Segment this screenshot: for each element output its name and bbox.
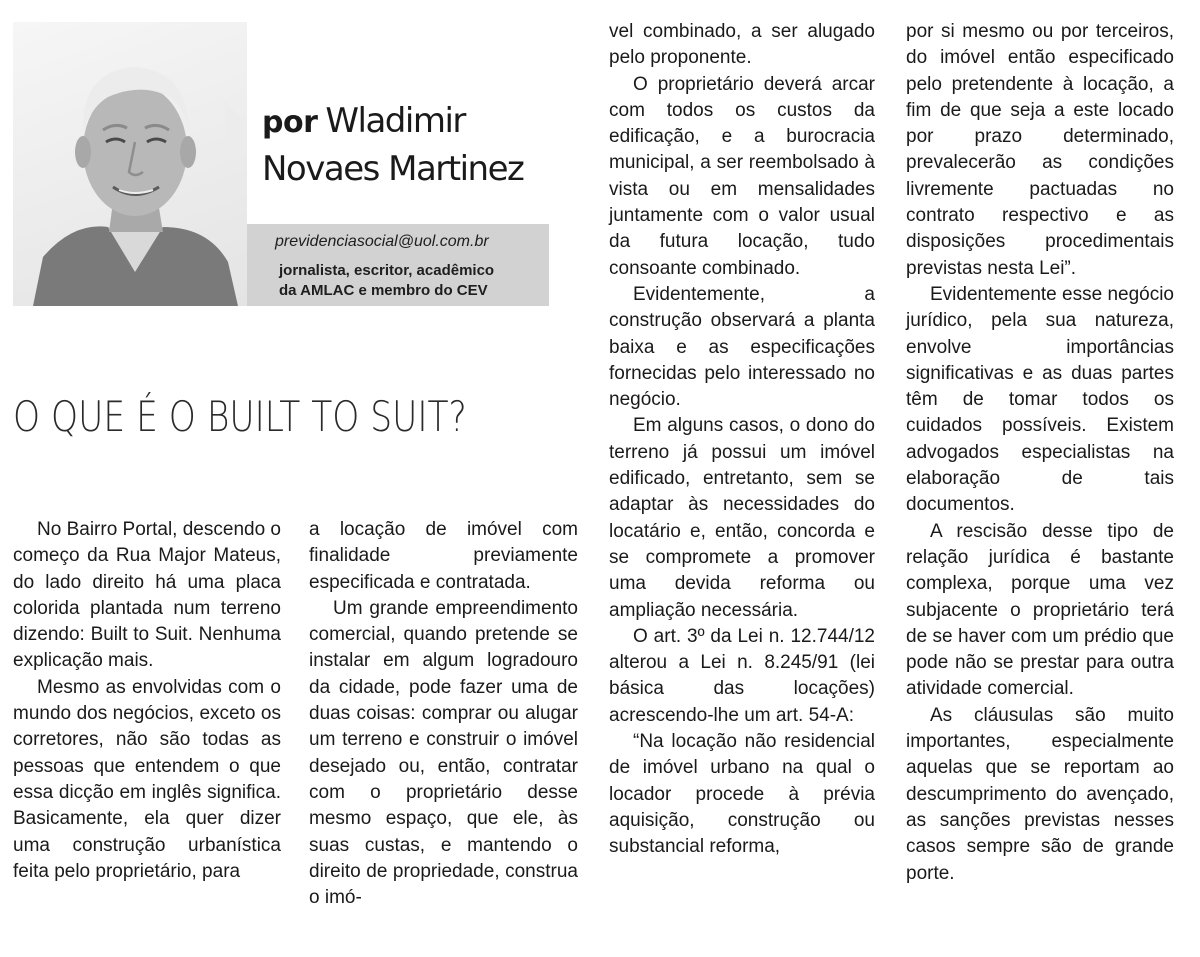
author-bio	[279, 261, 544, 301]
paragraph: O art. 3º da Lei n. 12.744/12 alterou a Lei n. 8.245/91 (lei básica das locações) acrescendo-lhe um art. 54-A:	[609, 625, 875, 726]
author-bio-line2: da AMLAC e membro do CEV	[279, 282, 488, 299]
author-email: previdenciasocial@uol.com.br	[275, 233, 489, 250]
article-column-3	[609, 19, 875, 861]
paragraph: por si mesmo ou por terceiros, do imóvel então especificado pelo pretendente à locação, a fim de que seja a este locado por prazo determinado, prevalecerão as condições livremente pactuadas no contrato respectivo e as disposições procedimentais previstas nesta Lei”.	[906, 21, 1174, 279]
paragraph: Um grande empreendimento comercial, quando pretende se instalar em algum logradouro da cidade, pode fazer uma de duas coisas: comprar ou alugar um terreno e construir o imóvel desejado ou, então, contratar com o proprietário desse mesmo espaço, que ele, às suas custas, e mantendo o direito de propriedade, construa o imó-	[309, 597, 578, 909]
paragraph: No Bairro Portal, descendo o começo da Rua Major Mateus, do lado direito há uma placa colorida plantada num terreno dizendo: Built to Suit. Nenhuma explicação mais.	[13, 519, 281, 672]
photo-pointer	[225, 100, 247, 152]
paragraph: Mesmo as envolvidas com o mundo dos negócios, exceto os corretores, não são todas as pessoas que entendem o que essa dicção em inglês significa. Basicamente, ela quer dizer uma construção urbanística feita pelo proprietário, para	[13, 676, 281, 882]
paragraph: “Na locação não residencial de imóvel urbano na qual o locador procede à prévia aquisição, construção ou substancial reforma,	[609, 731, 875, 858]
author-photo	[13, 22, 247, 306]
paragraph: Evidentemente esse negócio jurídico, pela sua natureza, envolve importâncias significativas e as duas partes têm de tomar todos os cuidados possíveis. Existem advogados especialistas na elaboração de tais documentos.	[906, 283, 1174, 516]
paragraph: vel combinado, a ser alugado pelo proponente.	[609, 21, 875, 69]
article-column-1	[13, 517, 281, 885]
author-bio-line1: jornalista, escritor, acadêmico	[279, 262, 495, 279]
paragraph: A rescisão desse tipo de relação jurídica é bastante complexa, porque uma vez subjacente o proprietário terá de se haver com um prédio que pode não se prestar para outra atividade comercial.	[906, 520, 1174, 700]
paragraph: Em alguns casos, o dono do terreno já possui um imóvel edificado, entretanto, sem se adaptar às necessidades do locatário e, então, concorda e se compromete a promover uma devida reforma ou ampliação necessária.	[609, 415, 875, 621]
article-column-2	[309, 517, 578, 911]
article-column-4	[906, 19, 1174, 887]
author-name-line1: Wladimir	[325, 101, 465, 141]
paragraph: a locação de imóvel com finalidade previamente especificada e contratada.	[309, 519, 578, 593]
paragraph: O proprietário deverá arcar com todos os custos da edificação, e a burocracia municipal, a ser reembolsado à vista ou em mensalidades juntamente com o valor usual da futura locação, tudo consoante combinado.	[609, 73, 875, 279]
byline-prefix: por	[262, 105, 318, 140]
author-name-line2: Novaes Martinez	[262, 149, 524, 189]
paragraph: Evidentemente, a construção observará a planta baixa e as especificações fornecidas pelo interessado no negócio.	[609, 283, 875, 411]
article-title: O QUE É O BUILT TO SUIT?	[13, 392, 467, 441]
paragraph: As cláusulas são muito importantes, especialmente aquelas que se reportam ao descumprimento do avençado, as sanções previstas nesses casos sempre são de grande porte.	[906, 704, 1174, 884]
author-byline	[262, 98, 562, 192]
